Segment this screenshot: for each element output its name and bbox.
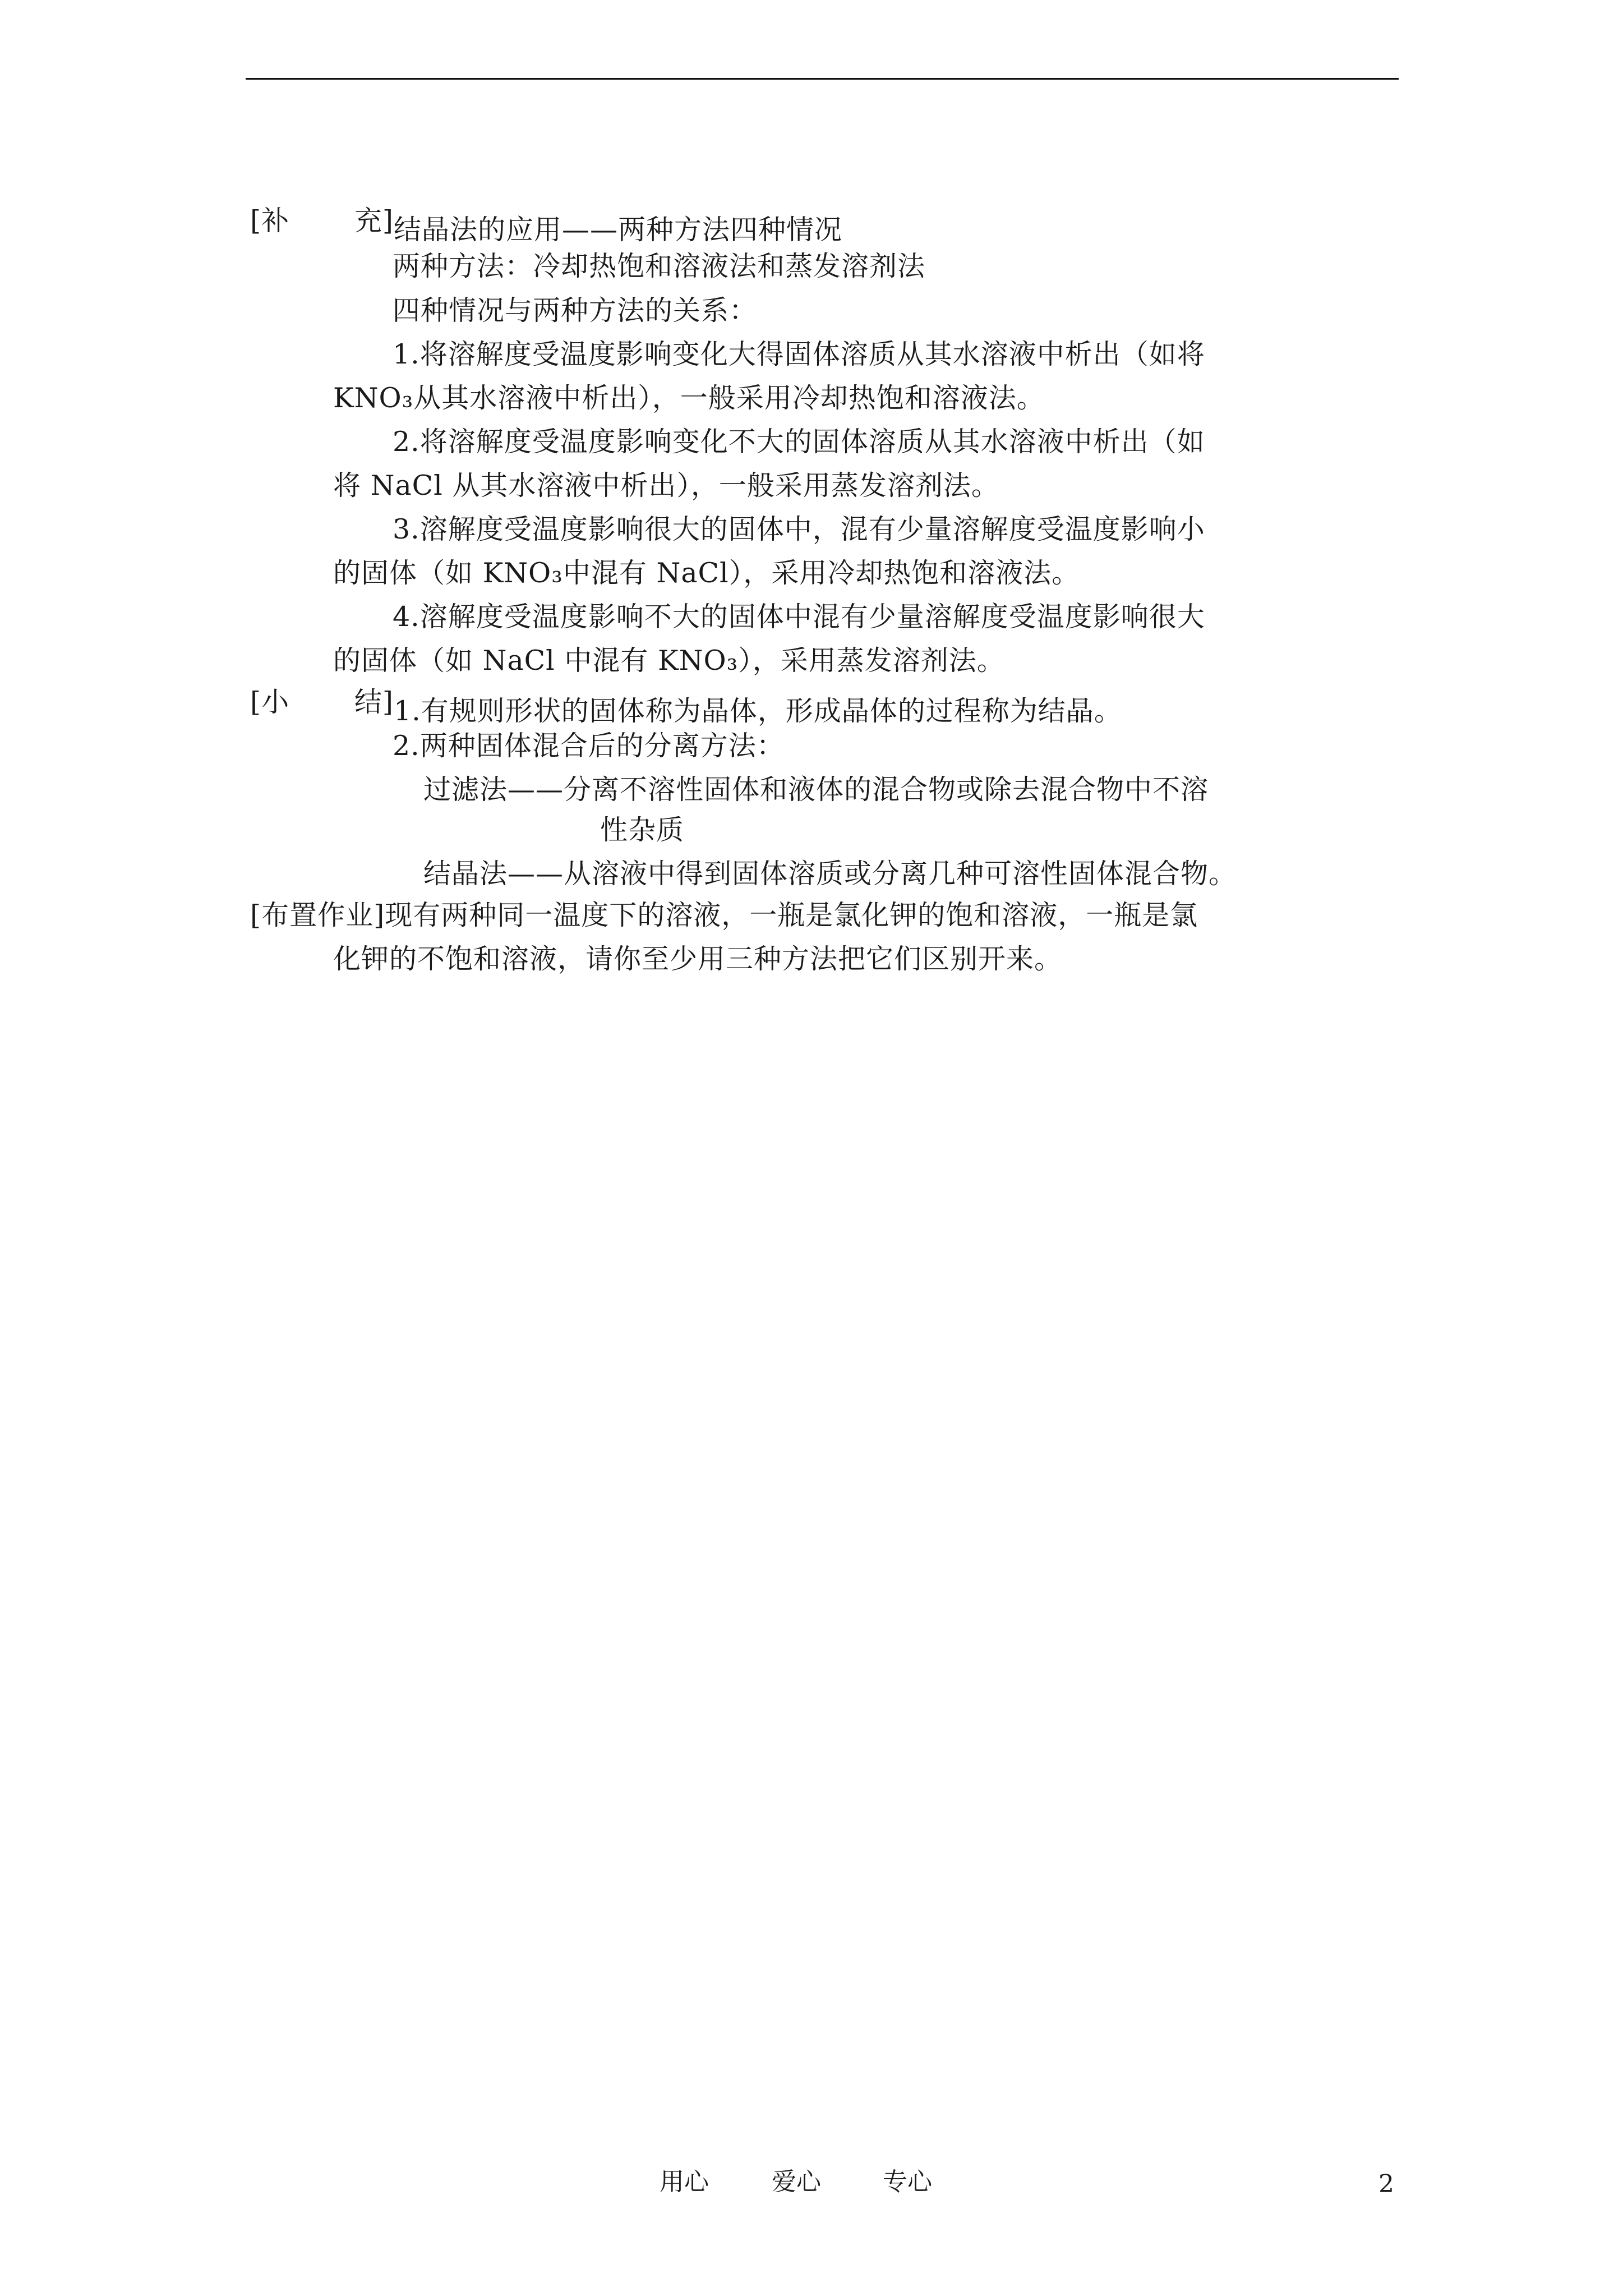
supplement-heading [250, 203, 842, 248]
summary-tag-right: 结] [354, 686, 394, 718]
footer-item-zhuanxin: 专心 [883, 2168, 932, 2196]
item3-line2: 的固体（如 KNO₃中混有 NaCl），采用冷却热饱和溶液法。 [333, 557, 1080, 589]
supplement-tag-right: 充] [354, 205, 394, 237]
header-rule [246, 78, 1399, 80]
summary-point2: 2.两种固体混合后的分离方法： [393, 730, 785, 762]
summary-heading [250, 684, 1122, 729]
summary-tag-left: [小 [250, 686, 290, 718]
item1-line1: 1.将溶解度受温度影响变化大得固体溶质从其水溶液中析出（如将 [393, 338, 1205, 370]
item4-line2: 的固体（如 NaCl 中混有 KNO₃），采用蒸发溶剂法。 [333, 645, 1005, 677]
summary-point1: 1.有规则形状的固体称为晶体，形成晶体的过程称为结晶。 [394, 695, 1122, 727]
supplement-tag-left: [补 [250, 205, 290, 237]
supplement-title: 结晶法的应用——两种方法四种情况 [394, 214, 843, 246]
item3-line1: 3.溶解度受温度影响很大的固体中，混有少量溶解度受温度影响小 [393, 513, 1205, 545]
item2-line1: 2.将溶解度受温度影响变化不大的固体溶质从其水溶液中析出（如 [393, 426, 1205, 458]
two-methods-line: 两种方法：冷却热饱和溶液法和蒸发溶剂法 [393, 250, 926, 282]
filter-line1: 过滤法——分离不溶性固体和液体的混合物或除去混合物中不溶 [423, 774, 1209, 806]
footer-item-aixin: 爱心 [772, 2168, 821, 2196]
filter-line2: 性杂质 [600, 814, 685, 846]
homework-tag: [布置作业] [250, 899, 385, 931]
homework-text1: 现有两种同一温度下的溶液，一瓶是氯化钾的饱和溶液，一瓶是氯 [385, 899, 1198, 931]
supplement-tag [250, 203, 394, 239]
item4-line1: 4.溶解度受温度影响不大的固体中混有少量溶解度受温度影响很大 [393, 601, 1205, 633]
relation-line: 四种情况与两种方法的关系： [393, 295, 758, 326]
item1-line2: KNO₃从其水溶液中析出），一般采用冷却热饱和溶液法。 [333, 382, 1045, 414]
homework-line2: 化钾的不饱和溶液，请你至少用三种方法把它们区别开来。 [333, 943, 1063, 975]
homework-line1 [250, 898, 1198, 933]
item2-line2: 将 NaCl 从其水溶液中析出），一般采用蒸发溶剂法。 [333, 470, 999, 501]
page-number: 2 [1378, 2170, 1394, 2198]
summary-tag [250, 684, 394, 720]
crystal-line: 结晶法——从溶液中得到固体溶质或分离几种可溶性固体混合物。 [423, 858, 1237, 890]
footer-item-yongxin: 用心 [660, 2168, 709, 2196]
